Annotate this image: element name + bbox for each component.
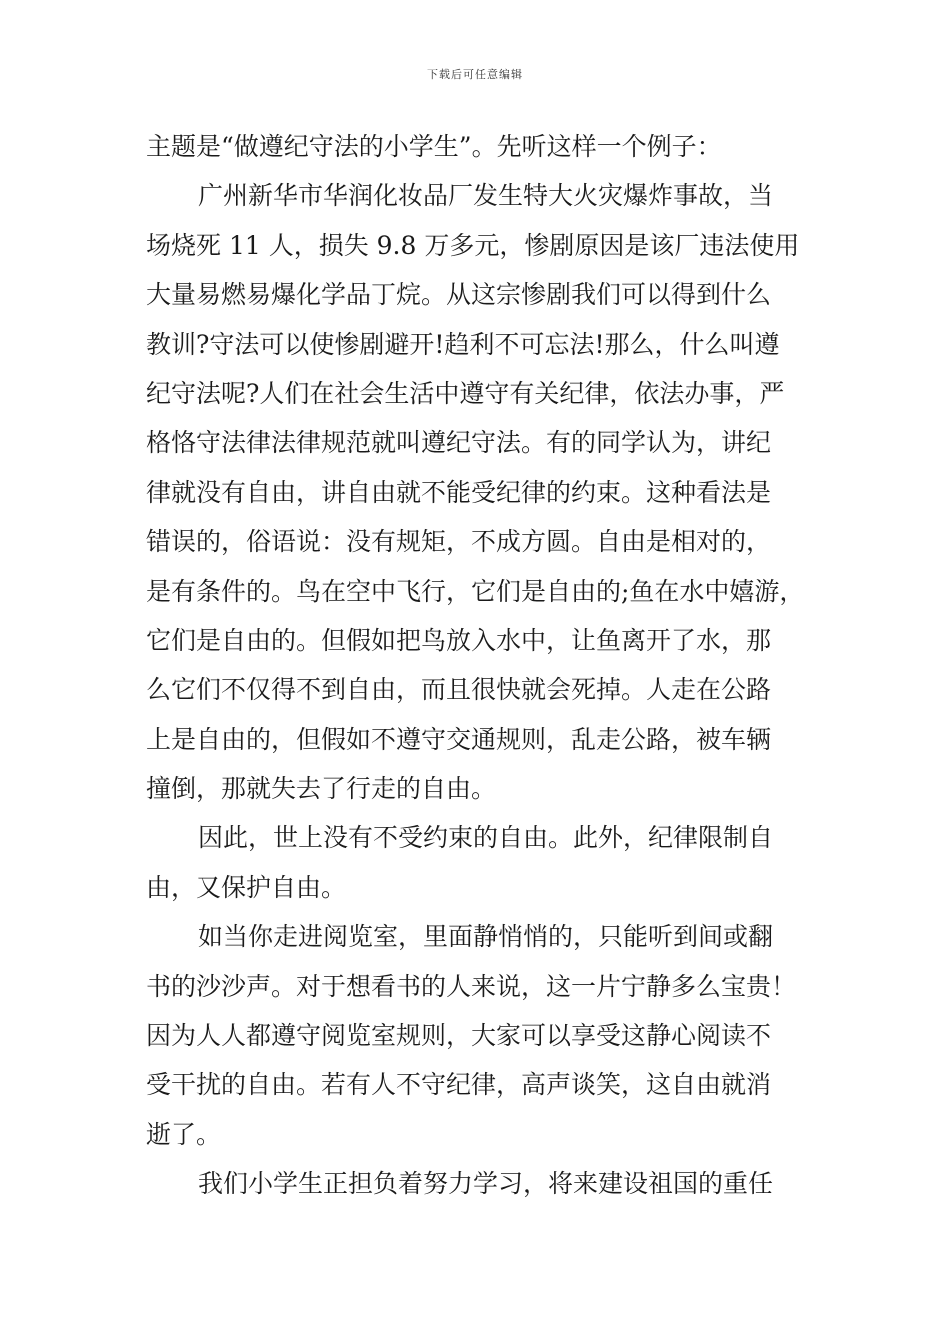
text-line: 因此，世上没有不受约束的自由。此外，纪律限制自 xyxy=(198,823,774,853)
text-line: 由，又保护自由。 xyxy=(146,872,347,902)
document-body xyxy=(146,122,816,1209)
text-line: 因为人人都遵守阅览室规则，大家可以享受这静心阅读不 xyxy=(146,1021,772,1051)
text-line: 纪守法呢?人们在社会生活中遵守有关纪律，依法办事，严 xyxy=(146,378,785,408)
text-line: 错误的，俗语说：没有规矩，不成方圆。自由是相对的， xyxy=(146,527,772,557)
text-line: 么它们不仅得不到自由，而且很快就会死掉。人走在公路 xyxy=(146,675,772,705)
text-line: 书的沙沙声。对于想看书的人来说，这一片宁静多么宝贵！ xyxy=(146,971,797,1001)
text-line: 逝了。 xyxy=(146,1119,222,1149)
text-line: 场烧死 11 人，损失 9.8 万多元，惨剧原因是该厂违法使用 xyxy=(146,230,800,260)
text-line: 教训?守法可以使惨剧避开!趋利不可忘法!那么，什么叫遵 xyxy=(146,329,780,359)
text-line: 撞倒，那就失去了行走的自由。 xyxy=(146,774,497,804)
text-line: 大量易燃易爆化学品丁烷。从这宗惨剧我们可以得到什么 xyxy=(146,280,772,310)
page-header: 下载后可任意编辑 xyxy=(427,68,523,81)
text-line: 它们是自由的。但假如把鸟放入水中，让鱼离开了水，那 xyxy=(146,625,772,655)
text-line: 是有条件的。鸟在空中飞行，它们是自由的;鱼在水中嬉游， xyxy=(146,576,805,606)
text-line: 广州新华市华润化妆品厂发生特大火灾爆炸事故，当 xyxy=(198,181,774,211)
text-line: 如当你走进阅览室，里面静悄悄的，只能听到间或翻 xyxy=(198,922,774,952)
text-line: 我们小学生正担负着努力学习，将来建设祖国的重任 xyxy=(198,1169,774,1199)
text-line: 律就没有自由，讲自由就不能受纪律的约束。这种看法是 xyxy=(146,477,772,507)
text-line: 上是自由的，但假如不遵守交通规则，乱走公路，被车辆 xyxy=(146,724,772,754)
text-line: 受干扰的自由。若有人不守纪律，高声谈笑，这自由就消 xyxy=(146,1070,772,1100)
text-line: 主题是“做遵纪守法的小学生”。先听这样一个例子： xyxy=(146,132,722,161)
text-line: 格恪守法律法律规范就叫遵纪守法。有的同学认为，讲纪 xyxy=(146,428,772,458)
